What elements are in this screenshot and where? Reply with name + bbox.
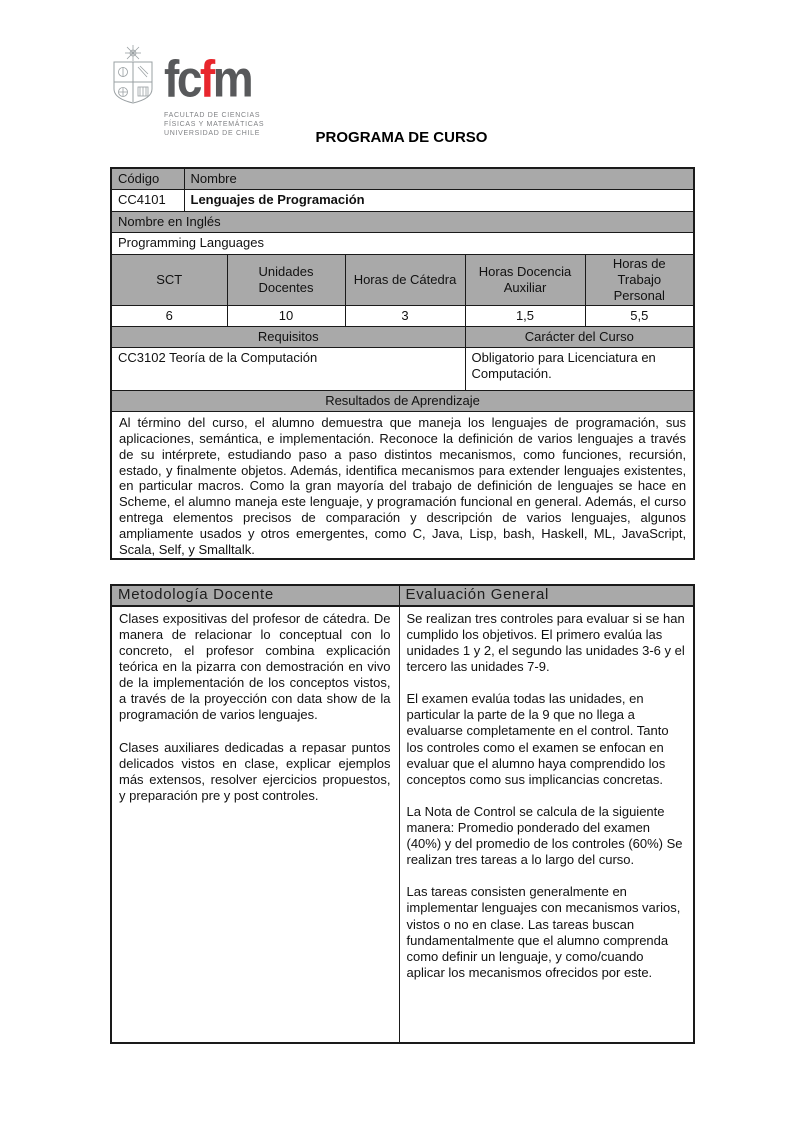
- evaluacion-paragraph: Se realizan tres controles para evaluar si se han cumplido los objetivos. El primero evalúa las unidades 1 y 2, el segundo las unidades 3-6 y el tercero las unidades 7-9.: [406, 610, 685, 675]
- sct-header-cell: SCT: [111, 254, 227, 306]
- logo-caption-line: FACULTAD DE CIENCIAS: [164, 112, 261, 119]
- sct-value-cell: 6: [111, 306, 227, 327]
- requisitos-header-cell: Requisitos: [111, 327, 465, 348]
- horas-docencia-header-cell: Horas Docencia Auxiliar: [465, 254, 585, 306]
- page-title: PROGRAMA DE CURSO: [315, 129, 488, 146]
- logo-block: [110, 45, 693, 137]
- evaluacion-text-cell: [399, 606, 694, 1043]
- requisitos-value-cell: CC3102 Teoría de la Computación: [111, 348, 465, 391]
- resultados-header-cell: Resultados de Aprendizaje: [111, 391, 694, 412]
- caracter-value-cell: Obligatorio para Licenciatura en Computación.: [465, 348, 694, 391]
- codigo-value-cell: CC4101: [111, 189, 184, 211]
- metodologia-paragraph: Clases expositivas del profesor de cátedra. De manera de relacionar lo conceptual con lo concreto, el profesor combina explicación teórica en la pizarra con demostración en vivo de la implementación de los conceptos vistos, a través de la proyección con data show de la programación de varios lenguajes.: [119, 610, 391, 723]
- fcfm-logo: [164, 49, 264, 108]
- nombre-value-cell: Lenguajes de Programación: [184, 189, 694, 211]
- evaluacion-paragraph: La Nota de Control se calcula de la siguiente manera: Promedio ponderado del examen (40%) y del promedio de los controles (60%) Se realizan tres tareas a lo largo del curso.: [406, 803, 683, 868]
- university-shield-icon: [110, 45, 157, 107]
- codigo-header-cell: Código: [111, 168, 184, 189]
- course-info-table: [110, 167, 695, 560]
- caracter-header-cell: Carácter del Curso: [465, 327, 694, 348]
- horas-trabajo-header-cell: Horas de Trabajo Personal: [585, 254, 694, 306]
- logo-caption-line: UNIVERSIDAD DE CHILE: [164, 130, 261, 138]
- methodology-evaluation-table: [110, 584, 695, 1044]
- metodologia-header-cell: Metodología Docente: [111, 585, 399, 606]
- evaluacion-header-cell: Evaluación General: [399, 585, 694, 606]
- unidades-docentes-header-cell: Unidades Docentes: [227, 254, 345, 306]
- fcfm-logo-suffix: m: [212, 49, 252, 108]
- horas-catedra-value-cell: 3: [345, 306, 465, 327]
- fcfm-logo-accent: f: [199, 49, 213, 108]
- nombre-ingles-header-cell: Nombre en Inglés: [111, 211, 694, 232]
- metodologia-paragraph: Clases auxiliares dedicadas a repasar puntos delicados vistos en clase, explicar ejemplos más extensos, resolver ejercicios propuestos, y preparación pre y post controles.: [119, 739, 391, 803]
- metodologia-text-cell: [111, 606, 399, 1043]
- nombre-header-cell: Nombre: [184, 168, 694, 189]
- logo-caption-line: FÍSICAS Y MATEMÁTICAS: [164, 121, 265, 129]
- resultados-text-cell: Al término del curso, el alumno demuestra que maneja los lenguajes de programación, sus aplicaciones, semántica, e implementación. Reconoce la definición de varios lenguajes a través de su intérprete, estudiando paso a paso distintos mecanismos, como funciones, recursión, estado, y finalmente objetos. Además, identifica mecanismos para extender lenguajes existentes, en particular macros. Como la gran mayoría del trabajo de definición de lenguajes se hace en Scheme, el alumno maneja este lenguaje, y programación funcional en general. Además, el curso entrega elementos precisos de comparación y descripción de varios lenguajes, algunos ampliamente usados y otros emergentes, como C, Java, Lisp, bash, Haskell, ML, JavaScript, Scala, Self, y Smalltalk.: [111, 412, 694, 559]
- horas-trabajo-value-cell: 5,5: [585, 306, 694, 327]
- evaluacion-paragraph: El examen evalúa todas las unidades, en particular la parte de la 9 que no llega a evaluarse completamente en el control. Tanto los controles como el examen se enfocan en evaluar que el alumno haya comprendido los conceptos como sus implicancias concretas.: [406, 691, 669, 787]
- fcfm-logo-prefix: fc: [164, 49, 200, 108]
- horas-docencia-value-cell: 1,5: [465, 306, 585, 327]
- evaluacion-paragraph: Las tareas consisten generalmente en implementar lenguajes con mecanismos varios, vistos o no en clase. Las tareas buscan fundamentalmente que el alumno comprenda como definir un lenguaje, y como/cuando aplicar los mecanismos ofrecidos por este.: [406, 884, 681, 980]
- horas-catedra-header-cell: Horas de Cátedra: [345, 254, 465, 306]
- unidades-docentes-value-cell: 10: [227, 306, 345, 327]
- logo-caption: [164, 111, 264, 138]
- nombre-ingles-value-cell: Programming Languages: [111, 232, 694, 254]
